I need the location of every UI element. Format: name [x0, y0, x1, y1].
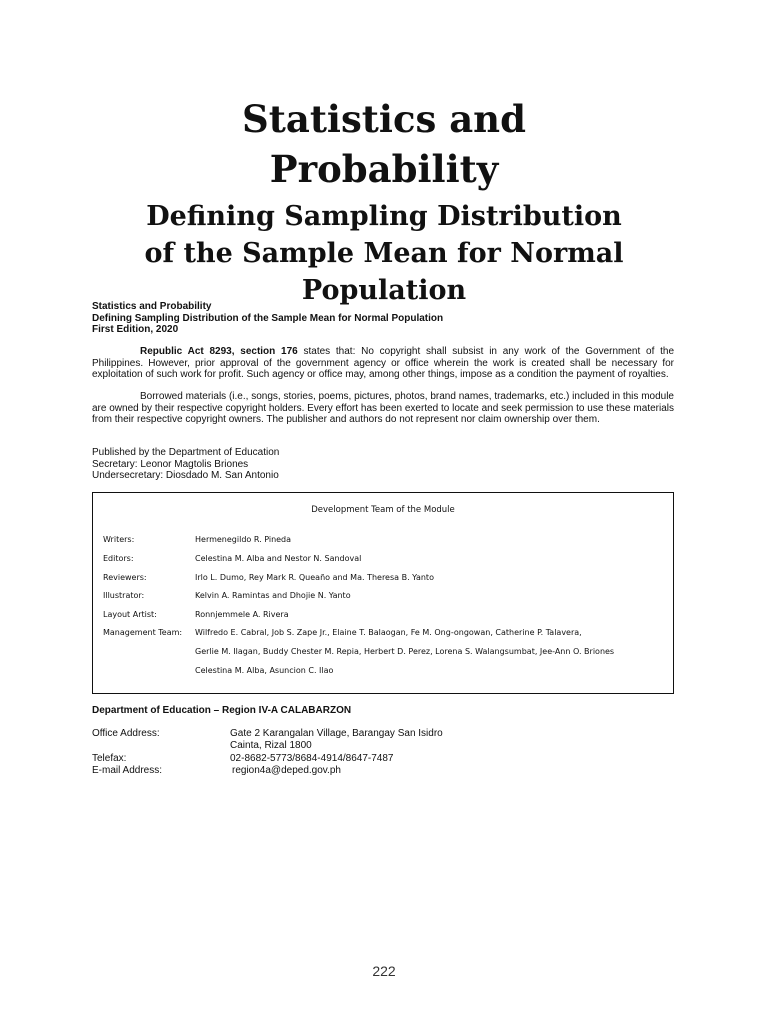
main-title-line: Statistics and — [242, 97, 526, 141]
team-role: Editors: — [103, 554, 134, 563]
telefax-value: 02-8682-5773/8684-4914/8647-7487 — [230, 752, 394, 764]
title-block — [90, 94, 678, 309]
meta-line: First Edition, 2020 — [92, 324, 179, 335]
main-title-line: Probability — [269, 147, 499, 191]
office-address-line2: Cainta, Rizal 1800 — [230, 740, 312, 752]
subtitle-line: Defining Sampling Distribution — [146, 201, 622, 232]
copyright-paragraph — [92, 346, 674, 381]
publisher-info — [92, 447, 279, 482]
meta-line: Statistics and Probability — [92, 301, 212, 312]
subtitle-line: Population — [301, 275, 467, 306]
team-role: Layout Artist: — [103, 610, 157, 619]
team-names: Wilfredo E. Cabral, Job S. Zape Jr., Elaine T. Balaogan, Fe M. Ong-ongowan, Catherine P. Talavera, — [195, 628, 582, 637]
telefax-label: Telefax: — [92, 752, 127, 764]
secretary-line: Secretary: Leonor Magtolis Briones — [92, 458, 249, 470]
team-role: Reviewers: — [103, 573, 147, 582]
development-team-box — [92, 492, 674, 694]
team-names: Ronnjemmele A. Rivera — [195, 610, 289, 619]
office-address-label: Office Address: — [92, 728, 160, 739]
team-names: Celestina M. Alba and Nestor N. Sandoval — [195, 554, 362, 563]
page-number: 222 — [372, 963, 396, 979]
subtitle-line: of the Sample Mean for Normal — [144, 238, 624, 269]
publisher-line: Published by the Department of Education — [92, 447, 280, 458]
team-names: Irlo L. Dumo, Rey Mark R. Queaño and Ma. Theresa B. Yanto — [195, 573, 434, 582]
team-names: Kelvin A. Ramintas and Dhojie N. Yanto — [195, 591, 351, 600]
email-value: region4a@deped.gov.ph — [232, 764, 341, 776]
borrowed-paragraph: Borrowed materials (i.e., songs, stories, poems, pictures, photos, brand names, trademarks, etc.) included in this module are owned by their respective copyright holders. Every effort has been exerted to locate and seek permission to use these materials from their respective copyright owners. The publisher and authors do not represent nor claim ownership over them. — [92, 391, 674, 425]
team-names: Hermenegildo R. Pineda — [195, 535, 292, 544]
team-role: Writers: — [103, 535, 135, 544]
main-title — [90, 94, 678, 194]
undersecretary-line: Undersecretary: Diosdado M. San Antonio — [92, 470, 279, 481]
team-role: Illustrator: — [103, 591, 145, 600]
team-names: Celestina M. Alba, Asuncion C. Ilao — [195, 666, 334, 675]
team-names: Gerlie M. Ilagan, Buddy Chester M. Repia, Herbert D. Perez, Lorena S. Walangsumbat, Jee-Ann O. Briones — [195, 647, 615, 656]
edition-info — [92, 301, 682, 336]
meta-line: Defining Sampling Distribution of the Sample Mean for Normal Population — [92, 312, 444, 324]
email-label: E-mail Address: — [92, 764, 163, 776]
deped-region-heading: Department of Education – Region IV-A CALABARZON — [92, 705, 352, 716]
module-subtitle — [90, 198, 678, 309]
team-role: Management Team: — [103, 628, 183, 637]
office-address-line1: Gate 2 Karangalan Village, Barangay San Isidro — [230, 728, 443, 739]
development-team-title: Development Team of the Module — [311, 505, 455, 515]
copyright-lead: Republic Act 8293, section 176 — [140, 346, 298, 357]
copyright-text: states that: No copyright shall subsist in any work of the Government of the Philippines. However, prior approval of the government agency or office wherein the work is created shall be necessary for exploitation of such work for profit. Such agency or office may, among other things, impose as a condition the payment of royalties. — [92, 346, 674, 380]
